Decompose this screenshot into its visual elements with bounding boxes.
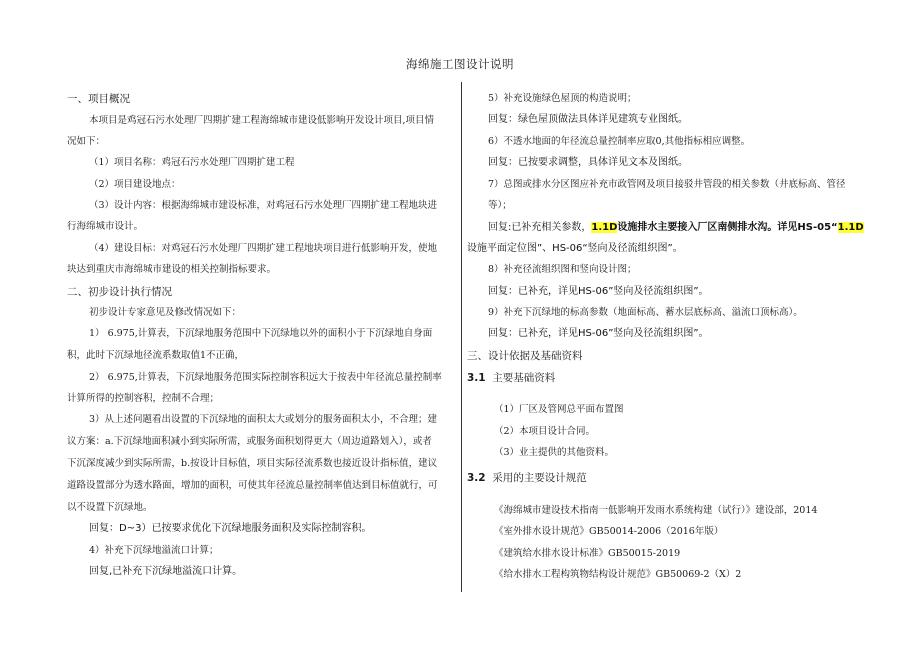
review-item: 议方案：a.下沉绿地面积减小到实际所需，或服务面积划得更大（周边道路划入），或者 [67,436,432,447]
page-title: 海绵施工图设计说明 [406,57,514,71]
list-item: （4）建设目标：对鸡冠石污水处理厂四期扩建工程地块项目进行低影响开发，使地 [89,243,438,254]
review-item: 3）从上述问题看出设置的下沉绿地的面积太大或划分的服务面积太小，不合理；建 [89,414,438,425]
review-item: 2） 6.975,计算表，下沉绿地服务范围实际控制容积远大于按表中年径流总量控制率 [89,372,442,383]
subsection-number: 3.2 [467,472,486,484]
section-heading-1: 一、项目概况 [67,93,130,105]
highlighted-text: 1.1D [837,222,864,233]
review-item: 6）不透水地面的年径流总量控制率应取0,其他指标相应调整。 [488,136,751,147]
reply-text: 回复:已补充相关参数， [488,222,592,233]
list-item: 行海绵城市设计。 [67,221,144,232]
subsection-heading [467,372,555,384]
review-item: 积，此时下沉绿地径流系数取值1不正确， [67,350,245,361]
standard-item: 《给水排水工程构筑物结构设计规范》GB50069-2（X）2 [494,569,742,580]
list-item: （3）设计内容：根据海绵城市建设标准，对鸡冠石污水处理厂四期扩建工程地块进 [89,200,438,211]
reply-line: 设施平面定位图”、HS-06“竖向及径流组织图”。 [467,243,683,254]
list-item: （1）厂区及管网总平面布置图 [494,404,624,415]
list-item: （2）项目建设地点： [89,179,181,190]
review-item: 5）补充设施绿色屋顶的构造说明； [488,93,637,104]
list-item: （1）项目名称：鸡冠石污水处理厂四期扩建工程 [89,157,295,168]
reply-line: 回复：已按要求调整，具体详见文本及图纸。 [488,157,688,168]
review-item: 等）； [488,200,512,211]
section-heading-2: 二、初步设计执行情况 [67,286,172,298]
paragraph-line: 况如下： [67,136,106,147]
review-item: 4）补充下沉绿地溢流口计算； [89,545,219,556]
reply-line: 回复,已补充下沉绿地溢流口计算。 [89,566,243,577]
reply-line: 回复：绿色屋顶做法具体详见建筑专业图纸。 [488,114,688,125]
section-heading-3: 三、设计依据及基础资料 [467,350,583,362]
review-item: 下沉深度减少到实际所需，b.按设计目标值，项目实际径流系数也接近设计指标值，建议 [67,458,438,469]
subsection-number: 3.1 [467,372,486,384]
reply-line [488,222,864,234]
subsection-title: 主要基础资料 [492,372,556,384]
highlighted-text: 1.1D [591,222,618,233]
reply-text: 设施排水主要接入厂区南侧排水沟。详见HS-05“ [617,222,838,233]
reply-line: 回复：已补充，详见HS-06”竖向及径流组织图”。 [488,286,709,297]
paragraph-line: 初步设计专家意见及修改情况如下： [89,307,242,318]
reply-line: 回复：D~3）已按要求优化下沉绿地服务面积及实际控制容积。 [89,523,372,534]
review-item: 计算所得的控制容积，控制不合理； [67,393,220,404]
list-item: （3）业主提供的其他资料。 [494,447,615,458]
standard-item: 《室外排水设计规范》GB50014-2006（2016年版） [494,526,724,537]
list-item: （2）本项目设计合同。 [494,426,596,437]
column-divider [461,82,462,592]
review-item: 7）总图或排水分区图应补充市政管网及项目接驳井管段的相关参数（井底标高、管径 [488,179,846,190]
list-item: 块达到重庆市海绵城市建设的相关控制指标要求。 [67,264,277,275]
review-item: 道路设置部分为透水路面，增加的面积，可使其年径流总量控制率值达到目标值就行，可 [67,480,438,491]
review-item: 1） 6.975,计算表，下沉绿地服务范围中下沉绿地以外的面积小于下沉绿地自身面 [89,328,433,339]
paragraph-line: 本项目是鸡冠石污水处理厂四期扩建工程海绵城市建设低影响开发设计项目,项目情 [89,115,435,126]
review-item: 8）补充径流组织图和竖向设计图； [488,264,637,275]
review-item: 以不设置下沉绿地。 [67,502,153,513]
subsection-heading [467,472,587,484]
review-item: 9）补充下沉绿地的标高参数（地面标高、蓄水层底标高、溢流口顶标高）。 [488,307,803,318]
subsection-title: 采用的主要设计规范 [492,472,587,484]
standard-item: 《海绵城市建设技术指南一低影响开发雨水系统构建（试行）》建设部，2014 [494,505,818,516]
standard-item: 《建筑给水排水设计标准》GB50015-2019 [494,548,681,559]
reply-line: 回复：已补充，详见HS-06”竖向及径流组织图”。 [488,328,709,339]
